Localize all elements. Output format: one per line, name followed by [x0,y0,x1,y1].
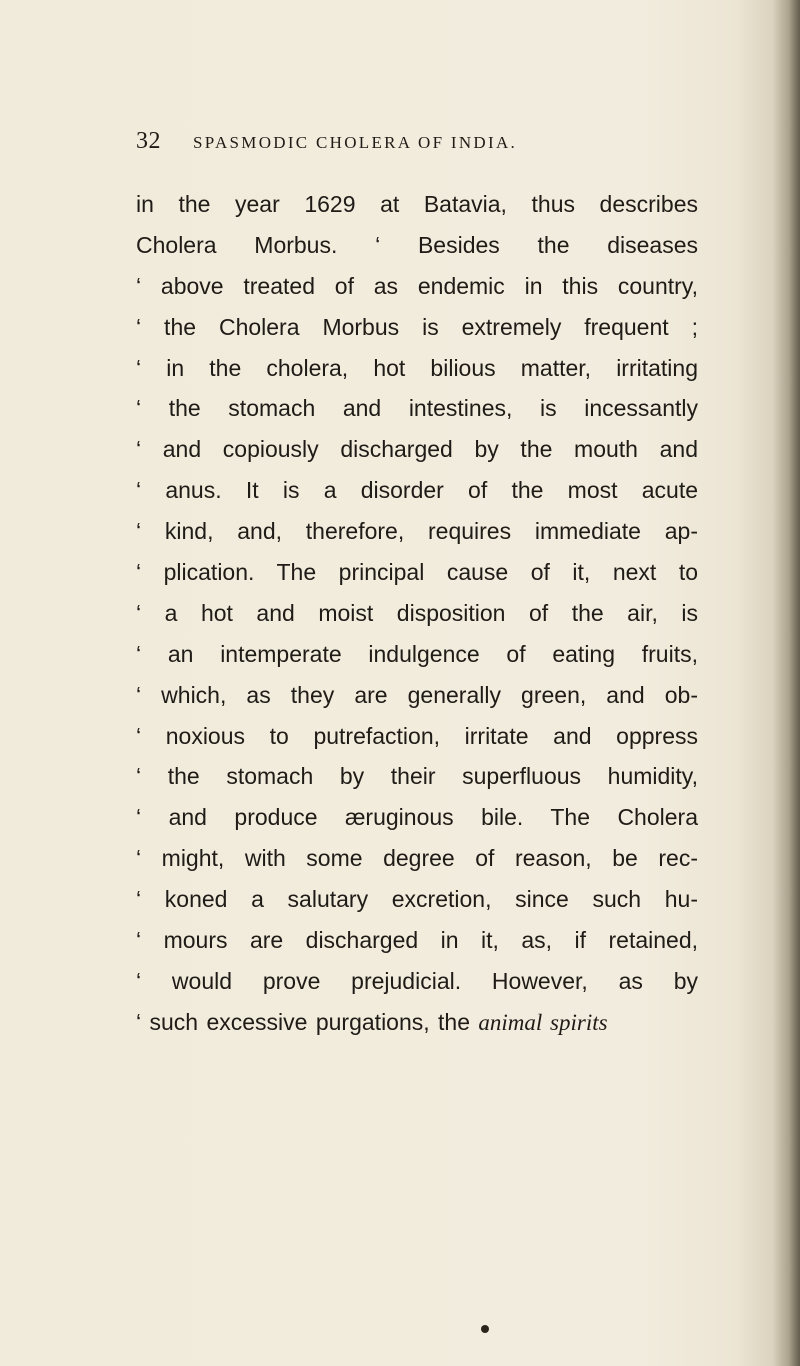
text-line-last-plain: ‘ such excessive purgations, the [136,1008,479,1035]
text-line: ‘ noxious to putrefaction, irritate and oppress [136,722,698,749]
text-line: ‘ would prove prejudicial. However, as by [136,967,698,994]
text-line: ‘ and copiously discharged by the mouth and [136,436,698,463]
text-line: ‘ which, as they are generally green, and ob- [136,681,698,708]
text-line: ‘ the stomach and intestines, is incessantly [136,395,698,422]
page-edge-shadow [772,0,800,1366]
text-line: ‘ the Cholera Morbus is extremely frequent ; [136,313,698,340]
text-line: ‘ and produce æruginous bile. The Cholera [136,804,698,831]
text-line: Cholera Morbus. ‘ Besides the diseases [136,231,698,258]
running-head [136,128,636,164]
text-line-last [136,1002,698,1043]
text-line: ‘ kind, and, therefore, requires immediate ap- [136,518,698,545]
text-line: ‘ above treated of as endemic in this country, [136,272,698,299]
body-text [136,184,698,1043]
text-line: ‘ plication. The principal cause of it, next to [136,559,698,586]
text-line: ‘ an intemperate indulgence of eating fruits, [136,640,698,667]
page-number: 32 [136,128,161,154]
text-line: ‘ in the cholera, hot bilious matter, irritating [136,354,698,381]
text-line: ‘ anus. It is a disorder of the most acute [136,477,698,504]
italic-phrase: animal spirits [478,1009,608,1035]
ink-dot [481,1325,489,1333]
text-line: ‘ the stomach by their superfluous humidity, [136,763,698,790]
text-line: ‘ mours are discharged in it, as, if retained, [136,927,698,954]
text-line: ‘ koned a salutary excretion, since such hu- [136,886,698,913]
text-line: ‘ might, with some degree of reason, be rec- [136,845,698,872]
running-title: SPASMODIC CHOLERA OF INDIA. [193,133,518,152]
text-line: ‘ a hot and moist disposition of the air, is [136,599,698,626]
text-line: in the year 1629 at Batavia, thus describes [136,191,698,217]
